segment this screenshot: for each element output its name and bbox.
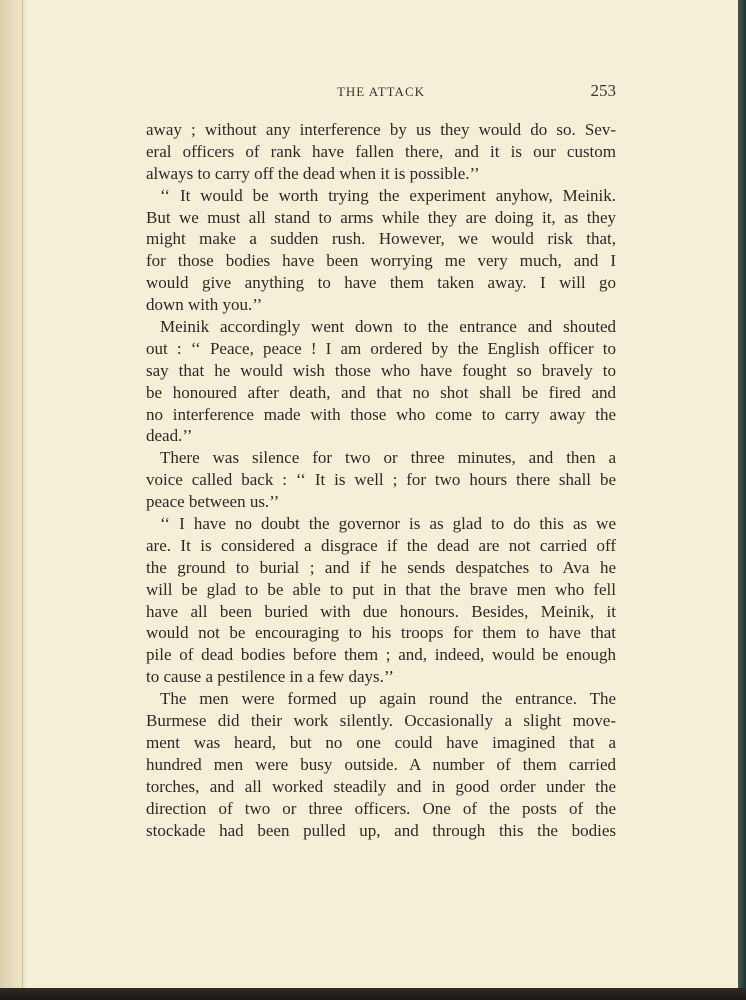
text-line: ‘‘ I have no doubt the governor is as glad to do this as we xyxy=(160,514,616,534)
text-line: The men were formed up again round the entrance. The xyxy=(160,689,616,709)
text-line: voice called back : ‘‘ It is well ; for two hours there shall be xyxy=(146,470,616,490)
page-number: 253 xyxy=(590,81,616,100)
text-line: the ground to burial ; and if he sends despatches to Ava he xyxy=(146,557,616,577)
text-line: be honoured after death, and that no shot shall be fired and xyxy=(146,382,616,402)
book-cover-edge xyxy=(738,0,746,1000)
page-header xyxy=(146,81,616,104)
text-line: dead.’’ xyxy=(146,426,193,446)
text-line: There was silence for two or three minutes, and then a xyxy=(160,448,616,468)
text-line: ment was heard, but no one could have imagined that a xyxy=(146,732,616,752)
text-line: direction of two or three officers. One of the posts of the xyxy=(146,798,616,818)
text-line: peace between us.’’ xyxy=(146,492,280,512)
book-bottom-edge xyxy=(0,988,746,1000)
text-line: for those bodies have been worrying me very much, and I xyxy=(146,251,616,271)
body-text xyxy=(146,119,616,841)
text-line: down with you.’’ xyxy=(146,295,263,315)
text-line: would not be encouraging to his troops for them to have that xyxy=(146,623,616,643)
text-line: torches, and all worked steadily and in good order under the xyxy=(146,776,616,796)
text-line: pile of dead bodies before them ; and, indeed, would be enough xyxy=(146,645,616,665)
text-line: stockade had been pulled up, and through this the bodies xyxy=(146,820,616,840)
text-line: might make a sudden rush. However, we would risk that, xyxy=(146,229,616,249)
text-line: hundred men were busy outside. A number of them carried xyxy=(146,754,616,774)
text-line: no interference made with those who come to carry away the xyxy=(146,404,616,424)
text-line: are. It is considered a disgrace if the dead are not carried off xyxy=(146,535,616,555)
text-line: have all been buried with due honours. Besides, Meinik, it xyxy=(146,601,616,621)
text-line: always to carry off the dead when it is possible.’’ xyxy=(146,163,480,183)
gutter-shadow-line xyxy=(22,0,23,1000)
text-line: Meinik accordingly went down to the entrance and shouted xyxy=(160,317,616,337)
text-line: out : ‘‘ Peace, peace ! I am ordered by the English officer to xyxy=(146,338,616,358)
text-line: away ; without any interference by us they would do so. Sev- xyxy=(146,120,616,139)
text-line: will be glad to be able to put in that the brave men who fell xyxy=(146,579,616,599)
text-line: ‘‘ It would be worth trying the experiment anyhow, Meinik. xyxy=(160,185,616,205)
text-line: say that he would wish those who have fought so bravely to xyxy=(146,360,616,380)
text-line: to cause a pestilence in a few days.’’ xyxy=(146,667,394,687)
text-line: Burmese did their work silently. Occasionally a slight move- xyxy=(146,711,616,731)
running-head: THE ATTACK xyxy=(336,84,426,99)
text-line: But we must all stand to arms while they are doing it, as they xyxy=(146,207,616,227)
text-line: would give anything to have them taken away. I will go xyxy=(146,273,616,293)
text-line: eral officers of rank have fallen there, and it is our custom xyxy=(146,141,616,161)
